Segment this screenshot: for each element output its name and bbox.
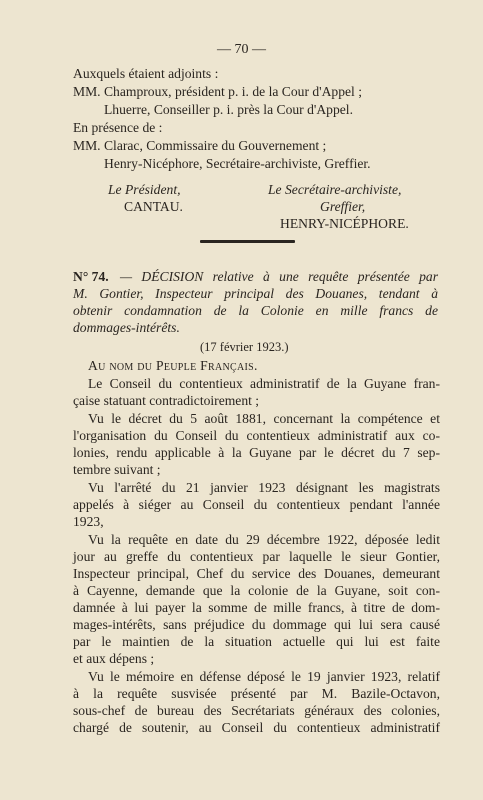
signature-left-title: Le Président, — [108, 182, 181, 197]
body-line-14: damnée à lui payer la somme de mille francs, à titre de dom- — [73, 600, 440, 615]
presence-line-1: MM. Clarac, Commissaire du Gouvernement ; — [73, 138, 327, 153]
body-line-2: çaise statuant contradictoirement ; — [73, 393, 260, 408]
signature-right-name: HENRY-NICÉPHORE. — [280, 216, 409, 231]
adjoints-line-2: Lhuerre, Conseiller p. i. près la Cour d'Appel. — [104, 102, 353, 117]
body-line-15: mages-intérêts, sans préjudice du dommage qui lui sera causé — [73, 617, 440, 632]
body-line-6: tembre suivant ; — [73, 462, 161, 477]
page-number: — 70 — — [217, 42, 266, 57]
body-line-17: et aux dépens ; — [73, 651, 155, 666]
decision-title-line-2: M. Gontier, Inspecteur principal des Douanes, tendant à — [73, 286, 438, 301]
body-line-5: lonies, rendu applicable à la Guyane par le décret du 7 sep- — [73, 445, 440, 460]
decision-number: N° 74. — [73, 269, 109, 284]
signature-right-subtitle: Greffier, — [320, 199, 366, 214]
body-line-11: jour au greffe du contentieux par laquelle le sieur Gontier, — [73, 549, 440, 564]
body-line-7: Vu l'arrêté du 21 janvier 1923 désignant les magistrats — [88, 480, 440, 495]
body-line-1: Le Conseil du contentieux administratif de la Guyane fran- — [88, 376, 440, 391]
decision-title-line-1: — DÉCISION relative à une requête présentée par — [120, 269, 438, 284]
body-line-21: chargé de soutenir, au Conseil du contentieux administratif — [73, 720, 440, 735]
signature-right-title: Le Secrétaire-archiviste, — [268, 182, 402, 197]
adjoints-heading: Auxquels étaient adjoints : — [73, 66, 219, 81]
decision-title-line-3: obtenir condamnation de la Colonie en mille francs de — [73, 303, 438, 318]
presence-line-2: Henry-Nicéphore, Secrétaire-archiviste, Greffier. — [104, 156, 371, 171]
adjoints-line-1: MM. Champroux, président p. i. de la Cour d'Appel ; — [73, 84, 363, 99]
body-line-4: l'organisation du Conseil du contentieux administratif aux co- — [73, 428, 440, 443]
body-line-13: à Cayenne, demande que la colonie de la Guyane, soit con- — [73, 583, 440, 598]
decision-title-line-4: dommages-intérêts. — [73, 320, 180, 335]
au-nom-heading: Au nom du Peuple Français. — [88, 358, 258, 373]
body-line-18: Vu le mémoire en défense déposé le 19 janvier 1923, relatif — [88, 669, 440, 684]
signature-left-name: CANTAU. — [124, 199, 183, 214]
section-divider — [200, 240, 295, 243]
body-line-12: Inspecteur principal, Chef du service des Douanes, demeurant — [73, 566, 440, 581]
body-line-8: appelés à siéger au Conseil du contentieux pendant l'année — [73, 497, 440, 512]
body-line-3: Vu le décret du 5 août 1881, concernant la compétence et — [88, 411, 440, 426]
body-line-9: 1923, — [73, 514, 104, 529]
presence-heading: En présence de : — [73, 120, 163, 135]
body-line-16: par le maintien de la situation actuelle qui lui est faite — [73, 634, 440, 649]
body-line-20: sous-chef de bureau des Secrétariats généraux des colonies, — [73, 703, 440, 718]
decision-date: (17 février 1923.) — [200, 340, 289, 354]
body-line-10: Vu la requête en date du 29 décembre 1922, déposée ledit — [88, 532, 440, 547]
body-line-19: à la requête susvisée présenté par M. Bazile-Octavon, — [73, 686, 440, 701]
